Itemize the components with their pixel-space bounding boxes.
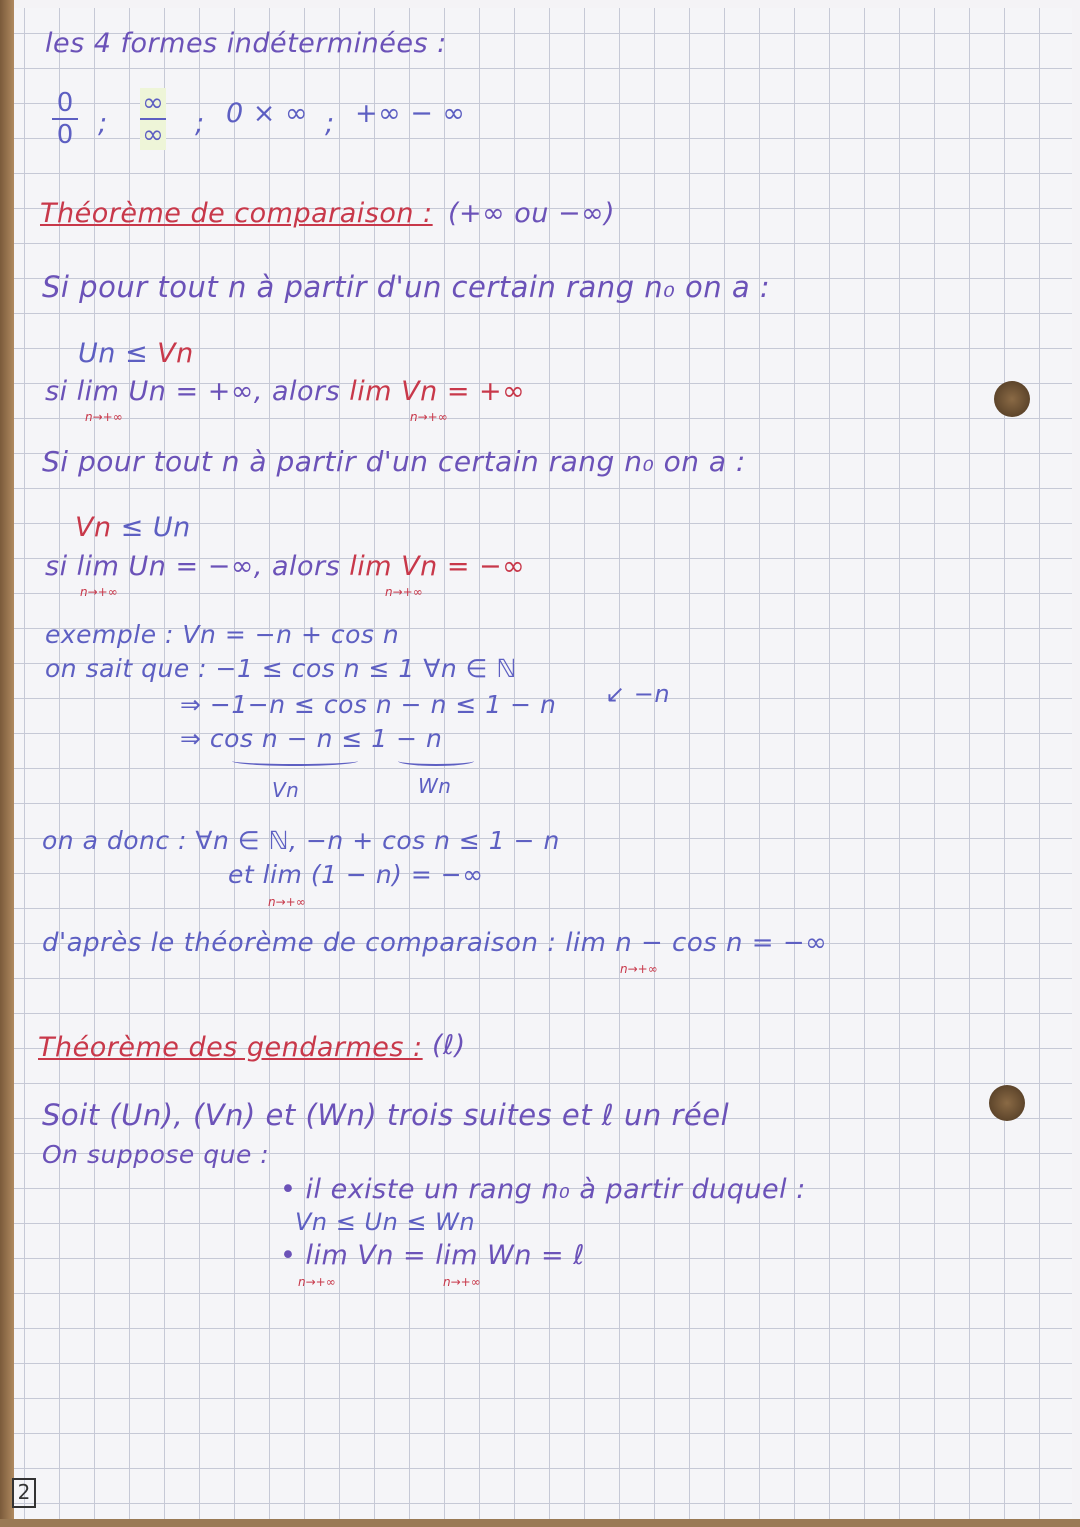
gendarmes-bullet-1: • il existe un rang n₀ à partir duquel : <box>280 1174 806 1205</box>
limit-subscript: n→+∞ <box>268 895 306 909</box>
gendarmes-bullet-2: • lim Vn = lim Wn = ℓ <box>280 1240 585 1271</box>
limit-subscript: n→+∞ <box>620 962 658 976</box>
limit-1: si lim Un = +∞, alors lim Vn = +∞ <box>45 376 526 407</box>
example-known: on sait que : −1 ≤ cos n ≤ 1 ∀n ∈ ℕ <box>45 654 517 683</box>
limit-subscript: n→+∞ <box>443 1275 481 1289</box>
punch-hole <box>994 381 1030 417</box>
label-vn: Vn <box>272 778 300 802</box>
minus-n-annotation: ↙ −n <box>605 680 671 708</box>
comparison-note: (+∞ ou −∞) <box>448 198 616 229</box>
gendarmes-inequality: Vn ≤ Un ≤ Wn <box>295 1208 476 1236</box>
separator: ; <box>98 108 108 139</box>
form-inf-minus-inf: +∞ − ∞ <box>355 98 466 129</box>
limit-subscript: n→+∞ <box>85 410 123 424</box>
form-0-over-0: 0 0 <box>52 88 78 150</box>
limit-subscript: n→+∞ <box>80 585 118 599</box>
form-0-times-inf: 0 × ∞ <box>226 98 308 129</box>
heading: les 4 formes indéterminées : <box>45 28 447 59</box>
condition-1: Si pour tout n à partir d'un certain rang n₀ on a : <box>42 270 771 304</box>
gendarmes-note: (ℓ) <box>432 1030 466 1061</box>
example-limit: et lim (1 − n) = −∞ <box>228 860 484 889</box>
example-step-1: ⇒ −1−n ≤ cos n − n ≤ 1 − n <box>180 690 557 719</box>
example-conclusion: on a donc : ∀n ∈ ℕ, −n + cos n ≤ 1 − n <box>42 826 560 855</box>
condition-2: Si pour tout n à partir d'un certain rang n₀ on a : <box>42 445 746 478</box>
inequality-1: Un ≤ Vn <box>78 338 194 369</box>
label-wn: Wn <box>418 774 452 798</box>
limit-subscript: n→+∞ <box>410 410 448 424</box>
gendarmes-title: Théorème des gendarmes : <box>38 1032 423 1063</box>
gendarmes-suppose: On suppose que : <box>42 1140 270 1169</box>
example-result: d'après le théorème de comparaison : lim n − cos n = −∞ <box>42 928 828 958</box>
limit-subscript: n→+∞ <box>385 585 423 599</box>
separator: ; <box>195 108 205 139</box>
limit-subscript: n→+∞ <box>298 1275 336 1289</box>
grid-paper <box>14 8 1072 1520</box>
punch-hole <box>989 1085 1025 1121</box>
separator: ; <box>325 108 335 139</box>
page-number: 2 <box>12 1478 36 1508</box>
form-inf-over-inf: ∞ ∞ <box>140 88 166 150</box>
underbrace <box>398 756 474 766</box>
example-definition: exemple : Vn = −n + cos n <box>45 620 400 649</box>
comparison-title: Théorème de comparaison : <box>40 198 433 229</box>
example-step-2: ⇒ cos n − n ≤ 1 − n <box>180 724 443 753</box>
underbrace <box>232 756 358 766</box>
table-edge <box>0 1519 1080 1527</box>
notebook-edge <box>0 0 14 1527</box>
inequality-2: Vn ≤ Un <box>75 512 191 543</box>
limit-2: si lim Un = −∞, alors lim Vn = −∞ <box>45 551 526 582</box>
gendarmes-hypothesis: Soit (Un), (Vn) et (Wn) trois suites et ℓ un réel <box>42 1098 730 1132</box>
